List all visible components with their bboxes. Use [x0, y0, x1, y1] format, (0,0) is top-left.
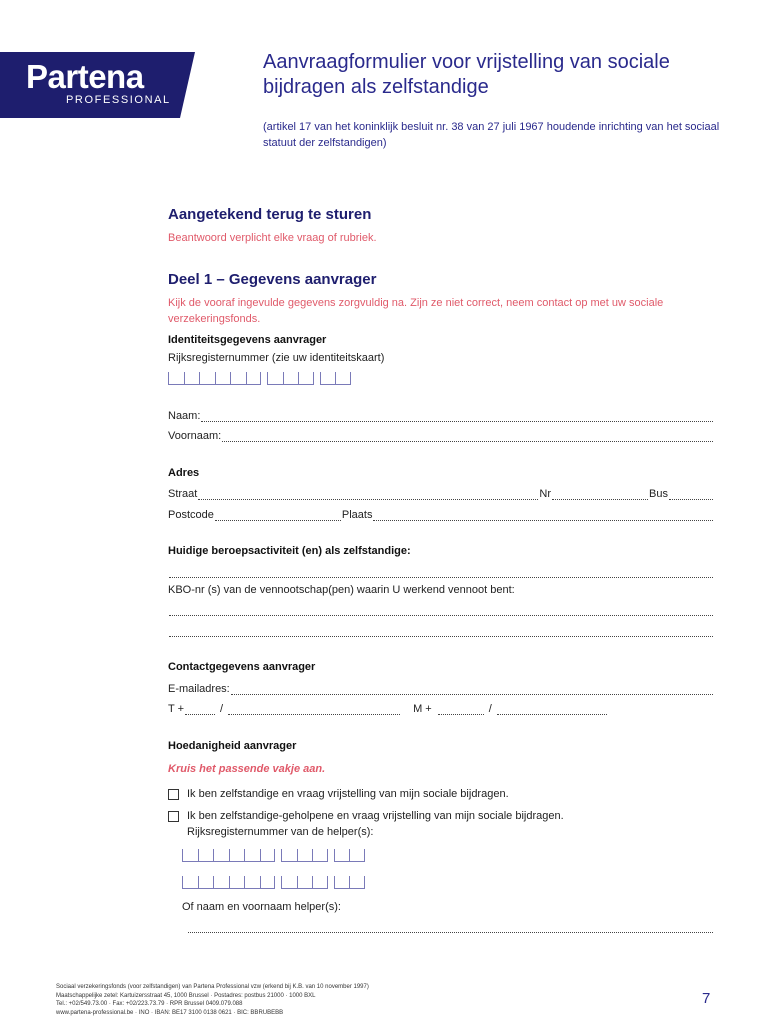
postcode-label: Postcode	[168, 509, 214, 521]
footer-line-4: www.partena-professional.be · INO · IBAN: BE17 3100 0138 0621 · BIC: BBRUBEBB	[56, 1009, 284, 1016]
option-helped[interactable]	[168, 810, 564, 822]
activity-field[interactable]	[168, 564, 714, 578]
kbo-field-1[interactable]	[168, 602, 714, 616]
logo-name: Partena	[26, 58, 144, 95]
kbo-label: KBO-nr (s) van de vennootschap(pen) waarin U werkend vennoot bent:	[168, 584, 515, 596]
section1-heading: Deel 1 – Gegevens aanvrager	[168, 271, 377, 288]
postcode-field[interactable]	[168, 507, 714, 521]
street-field[interactable]	[168, 486, 714, 500]
rrn-label: Rijksregisternummer (zie uw identiteitskaart)	[168, 352, 385, 364]
mobile-label: M +	[413, 703, 432, 715]
helper-name-field[interactable]	[187, 919, 714, 933]
contact-heading: Contactgegevens aanvrager	[168, 661, 316, 673]
activity-heading: Huidige beroepsactiviteit (en) als zelfstandige:	[168, 545, 411, 557]
page-title: Aanvraagformulier voor vrijstelling van sociale bijdragen als zelfstandige	[263, 51, 670, 98]
checkbox-helped[interactable]	[168, 811, 179, 822]
section1-note: Kijk de vooraf ingevulde gegevens zorgvuldig na. Zijn ze niet correct, neem contact op met uw sociale verzekeringsfonds.	[168, 297, 664, 325]
name-field[interactable]	[168, 408, 714, 422]
address-heading: Adres	[168, 467, 200, 479]
capacity-instruction: Kruis het passende vakje aan.	[168, 763, 326, 775]
logo-subtitle: PROFESSIONAL	[66, 94, 171, 106]
street-label: Straat	[168, 488, 198, 500]
email-label: E-mailadres:	[168, 683, 230, 695]
return-note: Beantwoord verplicht elke vraag of rubriek.	[168, 232, 377, 244]
firstname-field[interactable]	[168, 428, 714, 442]
footer-line-1: Sociaal verzekeringsfonds (voor zelfstandigen) van Partena Professional vzw (erkend bij K.B. van 10 november 1997)	[56, 984, 369, 990]
page-subtitle: (artikel 17 van het koninklijk besluit nr. 38 van 27 juli 1967 houdende inrichting van het sociaal statuut der zelfstandigen)	[263, 121, 720, 149]
capacity-heading: Hoedanigheid aanvrager	[168, 740, 297, 752]
firstname-label: Voornaam:	[168, 430, 222, 442]
option-helped-label: Ik ben zelfstandige-geholpene en vraag vrijstelling van mijn sociale bijdragen.	[187, 810, 564, 822]
footer-line-3: Tel.: +02/549.73.00 · Fax: +02/223.73.79 · RPR Brussel 0409.079.088	[56, 1001, 243, 1007]
footer-line-2: Maatschappelijke zetel: Kartuizersstraat 45, 1000 Brussel · Postadres: postbus 21000 · 1000 BXL	[56, 992, 316, 999]
return-heading: Aangetekend terug te sturen	[168, 206, 372, 223]
phone-field[interactable]	[168, 701, 608, 715]
tel-separator: /	[220, 703, 224, 715]
mobile-separator: /	[488, 703, 492, 715]
helper-rrn-label: Rijksregisternummer van de helper(s):	[187, 826, 374, 838]
kbo-field-2[interactable]	[168, 623, 714, 637]
name-label: Naam:	[168, 410, 201, 422]
option-self-employed-label: Ik ben zelfstandige en vraag vrijstelling van mijn sociale bijdragen.	[187, 788, 509, 800]
helper-name-label: Of naam en voornaam helper(s):	[182, 901, 341, 913]
identity-heading: Identiteitsgegevens aanvrager	[168, 334, 327, 346]
rrn-digit-boxes[interactable]	[168, 372, 357, 385]
helper-rrn-boxes-1[interactable]	[182, 849, 371, 862]
partena-logo	[0, 52, 195, 118]
footer	[56, 983, 476, 1017]
helper-rrn-boxes-2[interactable]	[182, 876, 371, 889]
email-field[interactable]	[168, 681, 714, 695]
nr-label: Nr	[539, 488, 552, 500]
checkbox-self-employed[interactable]	[168, 789, 179, 800]
option-self-employed[interactable]	[168, 788, 509, 800]
bus-label: Bus	[649, 488, 668, 500]
tel-label: T +	[168, 703, 185, 715]
page-number: 7	[702, 990, 711, 1007]
place-label: Plaats	[341, 509, 373, 521]
